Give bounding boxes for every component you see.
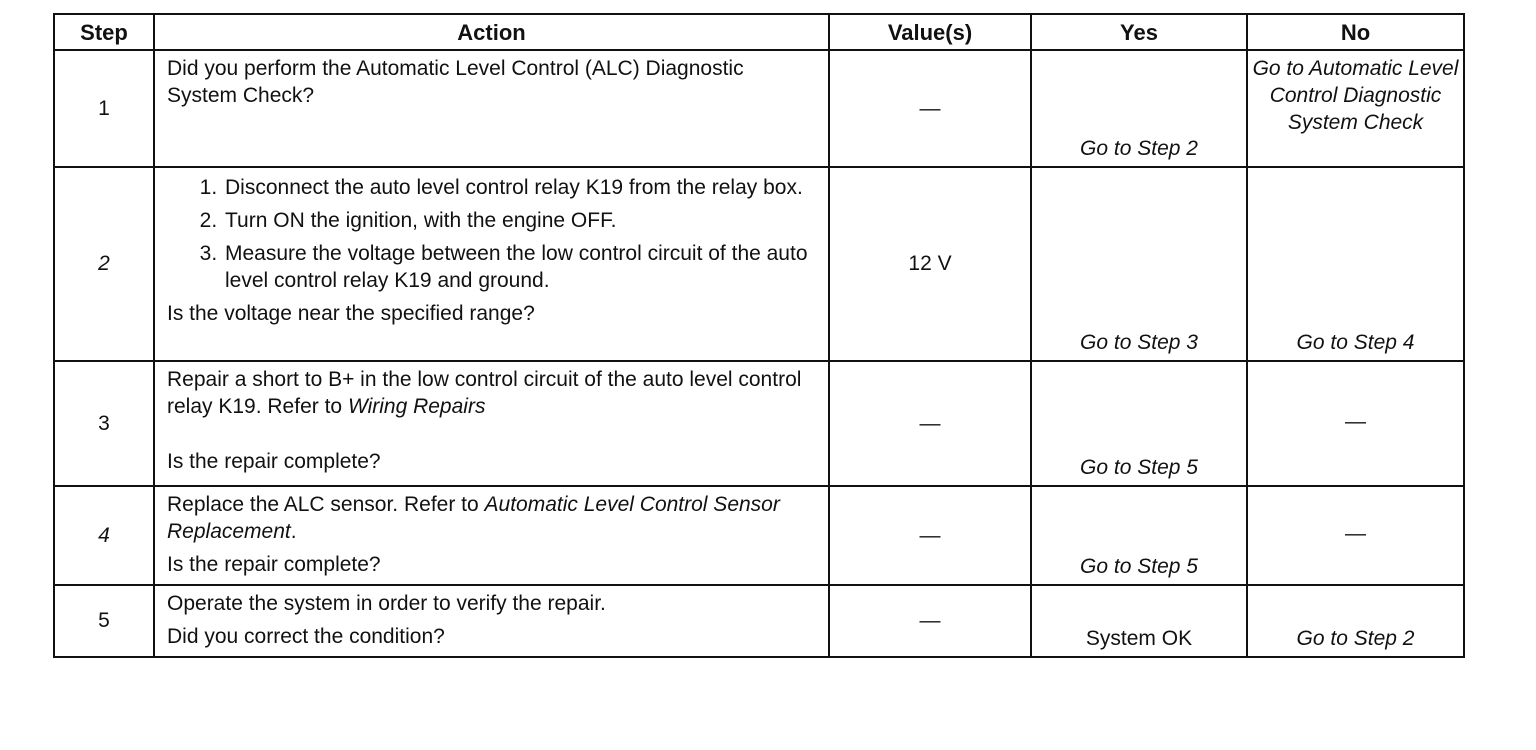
yes-cell: Go to Step 5 [1031,361,1247,486]
action-question: Is the voltage near the specified range? [167,302,535,326]
value-cell: — [829,361,1031,486]
table-row [54,585,1464,657]
action-text [167,366,818,420]
list-item: 2. Turn ON the ignition, with the engine OFF. [223,207,818,234]
no-cell: — [1247,361,1464,486]
action-cell [154,50,829,167]
action-reference: Automatic Level Control Sensor Replacement [167,492,780,543]
action-cell [154,361,829,486]
action-text: Did you perform the Automatic Level Control (ALC) Diagnostic System Check? [167,57,744,107]
yes-cell: Go to Step 3 [1031,167,1247,360]
action-question: Did you correct the condition? [167,624,445,648]
header-values: Value(s) [829,14,1031,50]
action-question: Is the repair complete? [167,449,381,473]
step-number: 5 [54,585,154,657]
diagnostic-table [53,13,1465,658]
step-number: 2 [54,167,154,360]
step-number: 4 [54,486,154,585]
value-cell: — [829,486,1031,585]
header-step: Step [54,14,154,50]
action-cell [154,585,829,657]
table-row [54,486,1464,585]
header-yes: Yes [1031,14,1247,50]
action-text-main: Replace the ALC sensor. Refer to [167,492,479,516]
action-text [167,491,818,545]
value-cell: — [829,585,1031,657]
no-cell: Go to Step 4 [1247,167,1464,360]
action-reference: Wiring Repairs [347,394,486,418]
action-question: Is the repair complete? [167,552,381,576]
yes-cell: Go to Step 5 [1031,486,1247,585]
action-text: Operate the system in order to verify the repair. [167,591,606,615]
header-no: No [1247,14,1464,50]
header-row [54,14,1464,50]
value-cell: 12 V [829,167,1031,360]
action-text-tail: . [290,519,297,543]
header-action: Action [154,14,829,50]
no-cell: Go to Automatic Level Control Diagnostic System Check [1247,50,1464,167]
action-text-main: Repair a short to B+ in the low control circuit of the auto level control relay K19. Refer to [167,367,802,418]
no-cell: — [1247,486,1464,585]
table-row [54,167,1464,360]
table-row [54,361,1464,486]
table-row [54,50,1464,167]
step-number: 1 [54,50,154,167]
step-number: 3 [54,361,154,486]
list-item: 3. Measure the voltage between the low control circuit of the auto level control relay K19 and ground. [223,240,818,294]
yes-cell: System OK [1031,585,1247,657]
value-cell: — [829,50,1031,167]
action-cell [154,486,829,585]
no-cell: Go to Step 2 [1247,585,1464,657]
list-item: 1. Disconnect the auto level control relay K19 from the relay box. [223,174,818,201]
instruction-list [167,174,818,294]
action-cell [154,167,829,360]
yes-cell: Go to Step 2 [1031,50,1247,167]
